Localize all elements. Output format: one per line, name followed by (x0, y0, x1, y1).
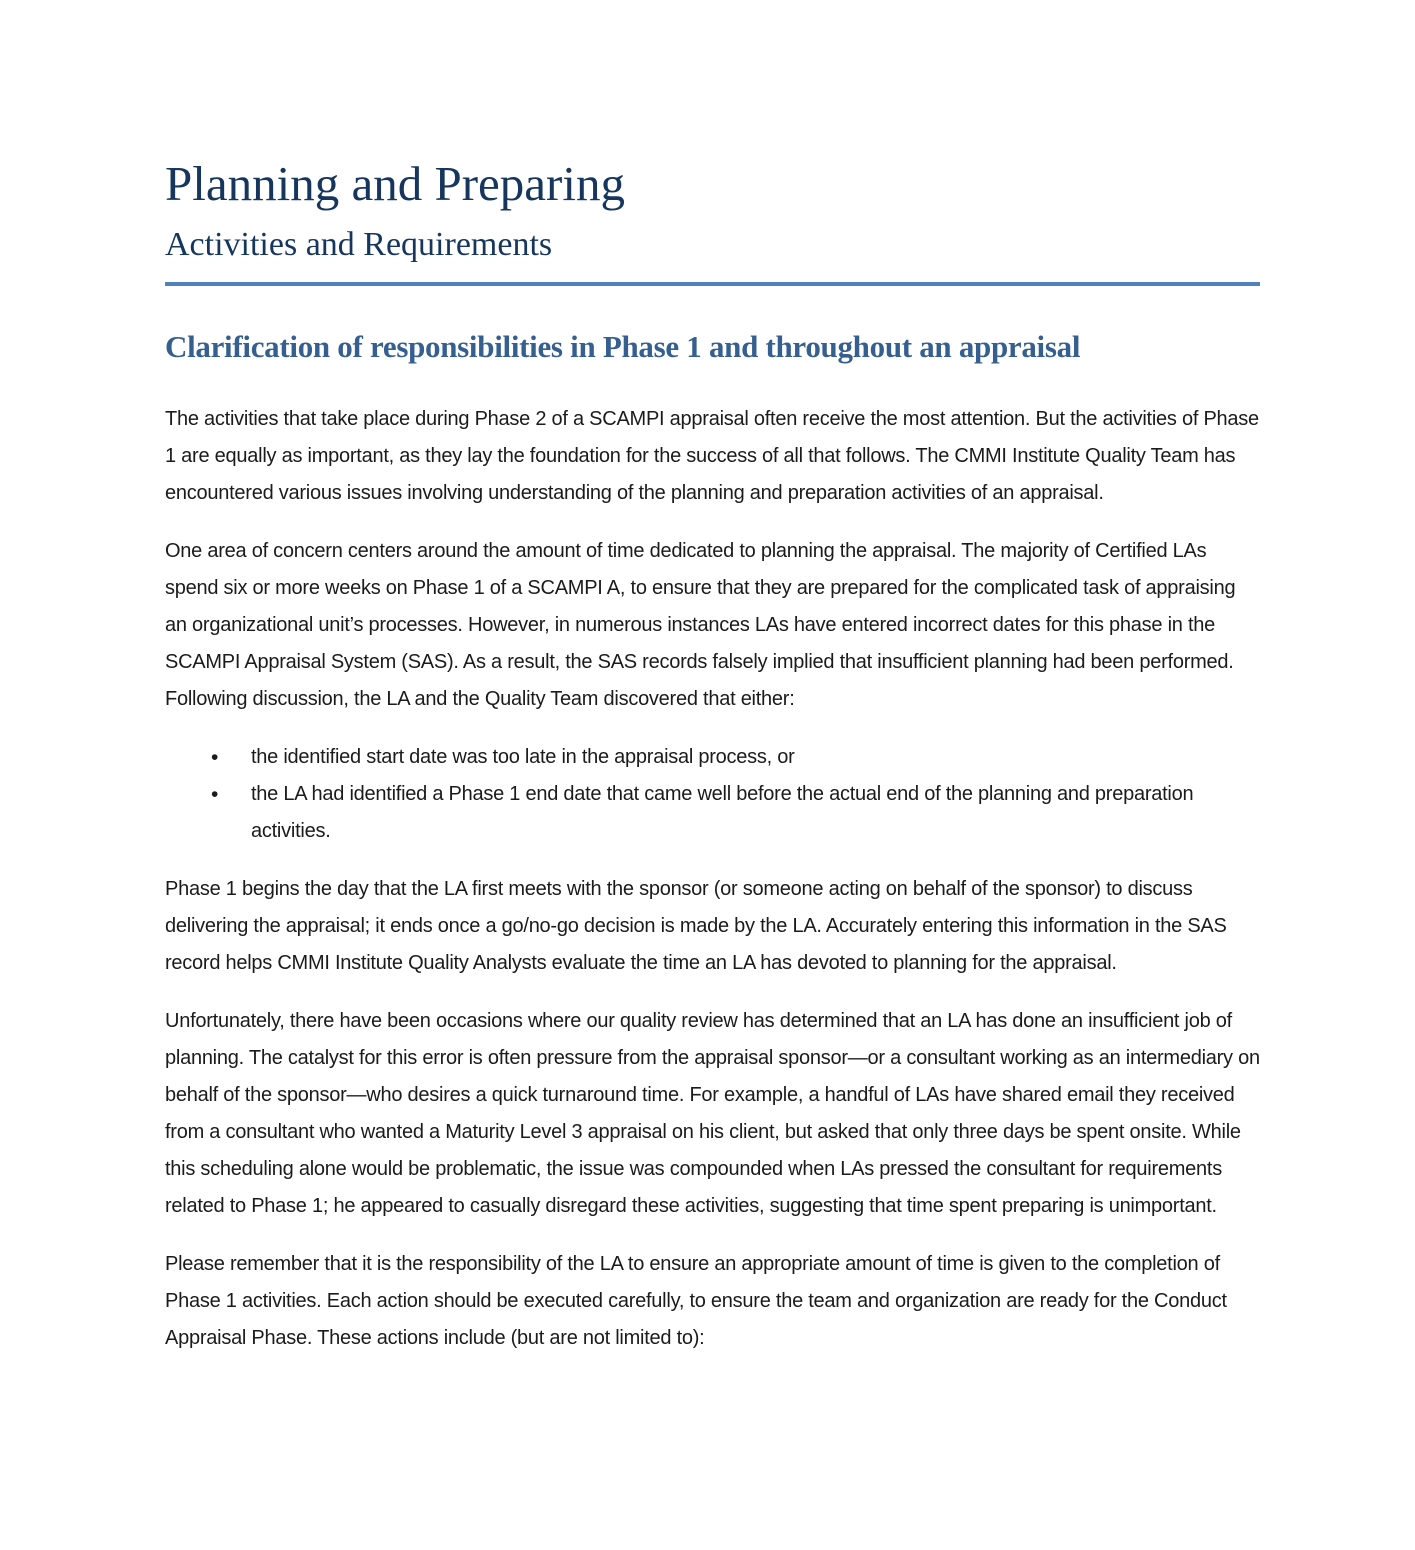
page-subtitle: Activities and Requirements (165, 226, 553, 263)
document-content (165, 153, 1260, 1357)
bullet-item-end-date: • the LA had identified a Phase 1 end date that came well before the actual end of the planning and preparation activities. (165, 776, 1260, 850)
section-heading: Clarification of responsibilities in Phase 1 and throughout an appraisal (165, 329, 1081, 364)
paragraph-phase1-definition: Phase 1 begins the day that the LA first meets with the sponsor (or someone acting on behalf of the sponsor) to discuss delivering the appraisal; it ends once a go/no-go decision is made by the LA. Accurately entering this information in the SAS record helps CMMI Institute Quality Analysts evaluate the time an LA has devoted to planning for the appraisal. (165, 878, 1227, 974)
page-title: Planning and Preparing (165, 156, 625, 211)
paragraph-concern: One area of concern centers around the amount of time dedicated to planning the appraisal. The majority of Certified LAs spend six or more weeks on Phase 1 of a SCAMPI A, to ensure that they are prepared for the complicated task of appraising an organizational unit’s processes. However, in numerous instances LAs have entered incorrect dates for this phase in the SCAMPI Appraisal System (SAS). As a result, the SAS records falsely implied that insufficient planning had been performed. Following discussion, the LA and the Quality Team discovered that either: (165, 540, 1236, 710)
paragraph-responsibility: Please remember that it is the responsibility of the LA to ensure an appropriate amount of time is given to the completion of Phase 1 activities. Each action should be executed carefully, to ensure the team and organization are ready for the Conduct Appraisal Phase. These actions include (but are not limited to): (165, 1253, 1227, 1349)
title-block (165, 153, 1260, 286)
title-rule-divider (165, 282, 1260, 286)
paragraph-insufficient-planning: Unfortunately, there have been occasions where our quality review has determined that an LA has done an insufficient job of planning. The catalyst for this error is often pressure from the appraisal sponsor—or a consultant working as an intermediary on behalf of the sponsor—who desires a quick turnaround time. For example, a handful of LAs have shared email they received from a consultant who wanted a Maturity Level 3 appraisal on his client, but asked that only three days be spent onsite. While this scheduling alone would be problematic, the issue was compounded when LAs pressed the consultant for requirements related to Phase 1; he appeared to casually disregard these activities, suggesting that time spent preparing is unimportant. (165, 1010, 1260, 1217)
bullet-item-start-date: • the identified start date was too late in the appraisal process, or (165, 739, 1260, 776)
bullet-list (165, 739, 1260, 850)
body-text (165, 401, 1260, 1357)
paragraph-intro: The activities that take place during Phase 2 of a SCAMPI appraisal often receive the most attention. But the activities of Phase 1 are equally as important, as they lay the foundation for the success of all that follows. The CMMI Institute Quality Team has encountered various issues involving understanding of the planning and preparation activities of an appraisal. (165, 408, 1259, 504)
